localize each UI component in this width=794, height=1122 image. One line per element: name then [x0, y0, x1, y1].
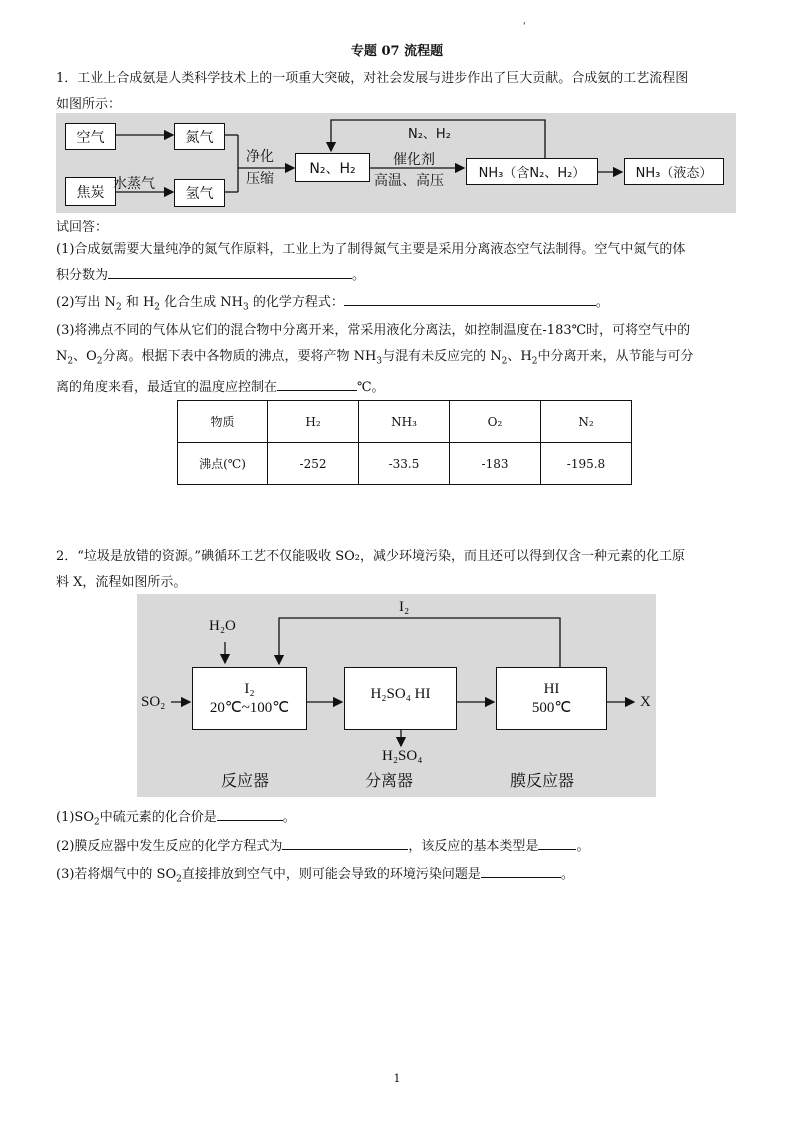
table-cell: O₂	[450, 401, 541, 443]
q1-sub1-text: 积分数为	[56, 268, 109, 283]
box-nitrogen: 氮气	[174, 123, 225, 150]
box-n2-h2: N₂、H₂	[295, 153, 370, 182]
q1-sub3-line2	[56, 344, 740, 375]
box-hydrogen: 氢气	[174, 179, 225, 207]
box-coke: 焦炭	[65, 177, 116, 206]
sub-2: 2	[93, 817, 100, 828]
q2-sub2	[56, 834, 740, 860]
label-separator: 分离器	[365, 771, 414, 790]
box-membrane	[496, 667, 607, 730]
q2-intro-line1: 2．“垃圾是放错的资源。”碘循环工艺不仅能吸收 SO₂，减少环境污染，而且还可以得到仅含一种元素的化工原	[56, 549, 685, 564]
q1-sub3-line3	[56, 375, 740, 401]
box-air: 空气	[65, 123, 116, 150]
sub-2: 2	[115, 302, 122, 313]
answer-blank-1-3[interactable]	[277, 376, 357, 391]
q1-intro-line2: 如图所示：	[56, 97, 122, 112]
label-catalyst: 催化剂	[393, 152, 435, 168]
t: ℃。	[357, 379, 385, 395]
q1-sub2-text-d: 的化学方程式：	[252, 295, 344, 310]
header-mark: '	[523, 22, 526, 32]
label-membrane: 膜反应器	[510, 771, 575, 790]
sub-2: 2	[67, 356, 74, 367]
iodine-cycle-diagram	[137, 594, 656, 797]
label-product-x: X	[640, 694, 651, 710]
answer-blank-2-4[interactable]	[481, 863, 561, 878]
answer-blank-1-1[interactable]	[108, 264, 352, 279]
box-nh3-mixture: NH₃（含N₂、H₂）	[466, 158, 598, 185]
arrow-i2-recycle	[279, 618, 560, 667]
q1-sub1-end: 。	[352, 268, 366, 283]
answer-blank-2-2[interactable]	[282, 835, 408, 850]
q2-intro-line2: 料 X，流程如图所示。	[56, 575, 187, 590]
t: 分离。根据下表中各物质的沸点，要将产物 NH	[102, 349, 377, 364]
q1-sub3-line1: (3)将沸点不同的气体从它们的混合物中分离开来，常采用液化分离法，如控制温度在-183℃时，可将空气中的	[56, 323, 691, 338]
q1-sub2-text-b: 和 H	[125, 295, 155, 310]
answer-blank-2-3[interactable]	[538, 835, 576, 850]
page-title: 专题 07 流程题	[350, 44, 444, 59]
q1-prompt: 试回答：	[56, 220, 109, 235]
q1-sub2	[56, 290, 740, 321]
q1-sub2-end: 。	[595, 295, 609, 310]
box-reactor	[192, 667, 307, 730]
t: (2)膜反应器中发生反应的化学方程式为	[56, 839, 283, 854]
table-cell: -195.8	[541, 443, 632, 485]
t: ，该反应的基本类型是	[408, 839, 539, 854]
t: 、H	[507, 349, 532, 364]
sub-3: 3	[376, 356, 383, 367]
box-nh3-liquid: NH₃（液态）	[624, 158, 724, 185]
label-h2so4-out: H₂SO₄	[382, 748, 423, 764]
q2-sub1	[56, 805, 740, 836]
table-header: 物质	[178, 401, 268, 443]
table-cell: H₂	[268, 401, 359, 443]
label-purify: 净化	[246, 149, 274, 165]
sub-3: 3	[243, 302, 249, 313]
q1-intro	[56, 66, 740, 118]
table-header: 沸点(℃)	[178, 443, 268, 485]
t: (1)SO	[56, 810, 94, 825]
sub-2: 2	[176, 874, 182, 885]
q1-sub1-line2	[56, 263, 740, 289]
t: 离的角度来看，最适宜的温度应控制在	[56, 379, 278, 395]
label-recycle: N₂、H₂	[408, 127, 451, 142]
page-number: 1	[393, 1072, 401, 1085]
q1-sub1-line1: (1)合成氨需要大量纯净的氮气作原料，工业上为了制得氮气主要是采用分离液态空气法制得。空气中氮气的体	[56, 242, 686, 257]
t: (3)若将烟气中的 SO	[56, 867, 177, 882]
label-i2-recycle: I₂	[399, 599, 410, 615]
table-cell: -252	[268, 443, 359, 485]
t: 直接排放到空气中，则可能会导致的环境污染问题是	[181, 867, 481, 882]
boiling-point-table	[177, 400, 632, 485]
label-conditions: 高温、高压	[374, 173, 444, 189]
answer-blank-2-1[interactable]	[217, 806, 283, 821]
sub-2: 2	[531, 356, 538, 367]
answer-blank-1-2[interactable]	[344, 291, 596, 306]
t: 。	[560, 867, 574, 882]
label-reactor: 反应器	[221, 771, 270, 790]
t: 中分离开来，从节能与可分	[537, 349, 694, 364]
membrane-box-line2: 500℃	[531, 699, 572, 716]
t: 、O	[73, 349, 97, 364]
sub-2: 2	[96, 356, 103, 367]
sub-2: 2	[154, 302, 161, 313]
label-compress: 压缩	[246, 171, 274, 187]
membrane-box-line1: HI	[543, 680, 560, 697]
q1-sub2-text-c: 化合生成 NH	[164, 295, 244, 310]
t: 中硫元素的化合价是	[99, 810, 217, 825]
table-row	[178, 443, 632, 485]
label-water: H₂O	[209, 618, 236, 634]
t: 。	[282, 810, 296, 825]
box-separator: H₂SO₄ HI	[344, 667, 457, 730]
table-cell: NH₃	[359, 401, 450, 443]
reactor-box-line2: 20℃~100℃	[209, 699, 290, 716]
q1-sub2-text-a: (2)写出 N	[56, 295, 116, 310]
q1-sub1	[56, 237, 740, 289]
q2-intro	[56, 544, 740, 596]
q1-sub3	[56, 318, 740, 401]
table-cell: N₂	[541, 401, 632, 443]
label-so2: SO₂	[141, 694, 166, 710]
t: 。	[576, 839, 590, 854]
table-row	[178, 401, 632, 443]
table-cell: -33.5	[359, 443, 450, 485]
label-steam: 水蒸气	[113, 176, 155, 192]
ammonia-flow-diagram	[56, 113, 736, 213]
table-cell: -183	[450, 443, 541, 485]
sub-2: 2	[501, 356, 508, 367]
q1-intro-line1: 1．工业上合成氨是人类科学技术上的一项重大突破，对社会发展与进步作出了巨大贡献。合成氨的工艺流程图	[56, 71, 689, 86]
q2-sub3	[56, 862, 740, 893]
t: 与混有未反应完的 N	[382, 349, 502, 364]
reactor-box-line1: I₂	[244, 680, 255, 697]
t: N	[56, 349, 68, 364]
